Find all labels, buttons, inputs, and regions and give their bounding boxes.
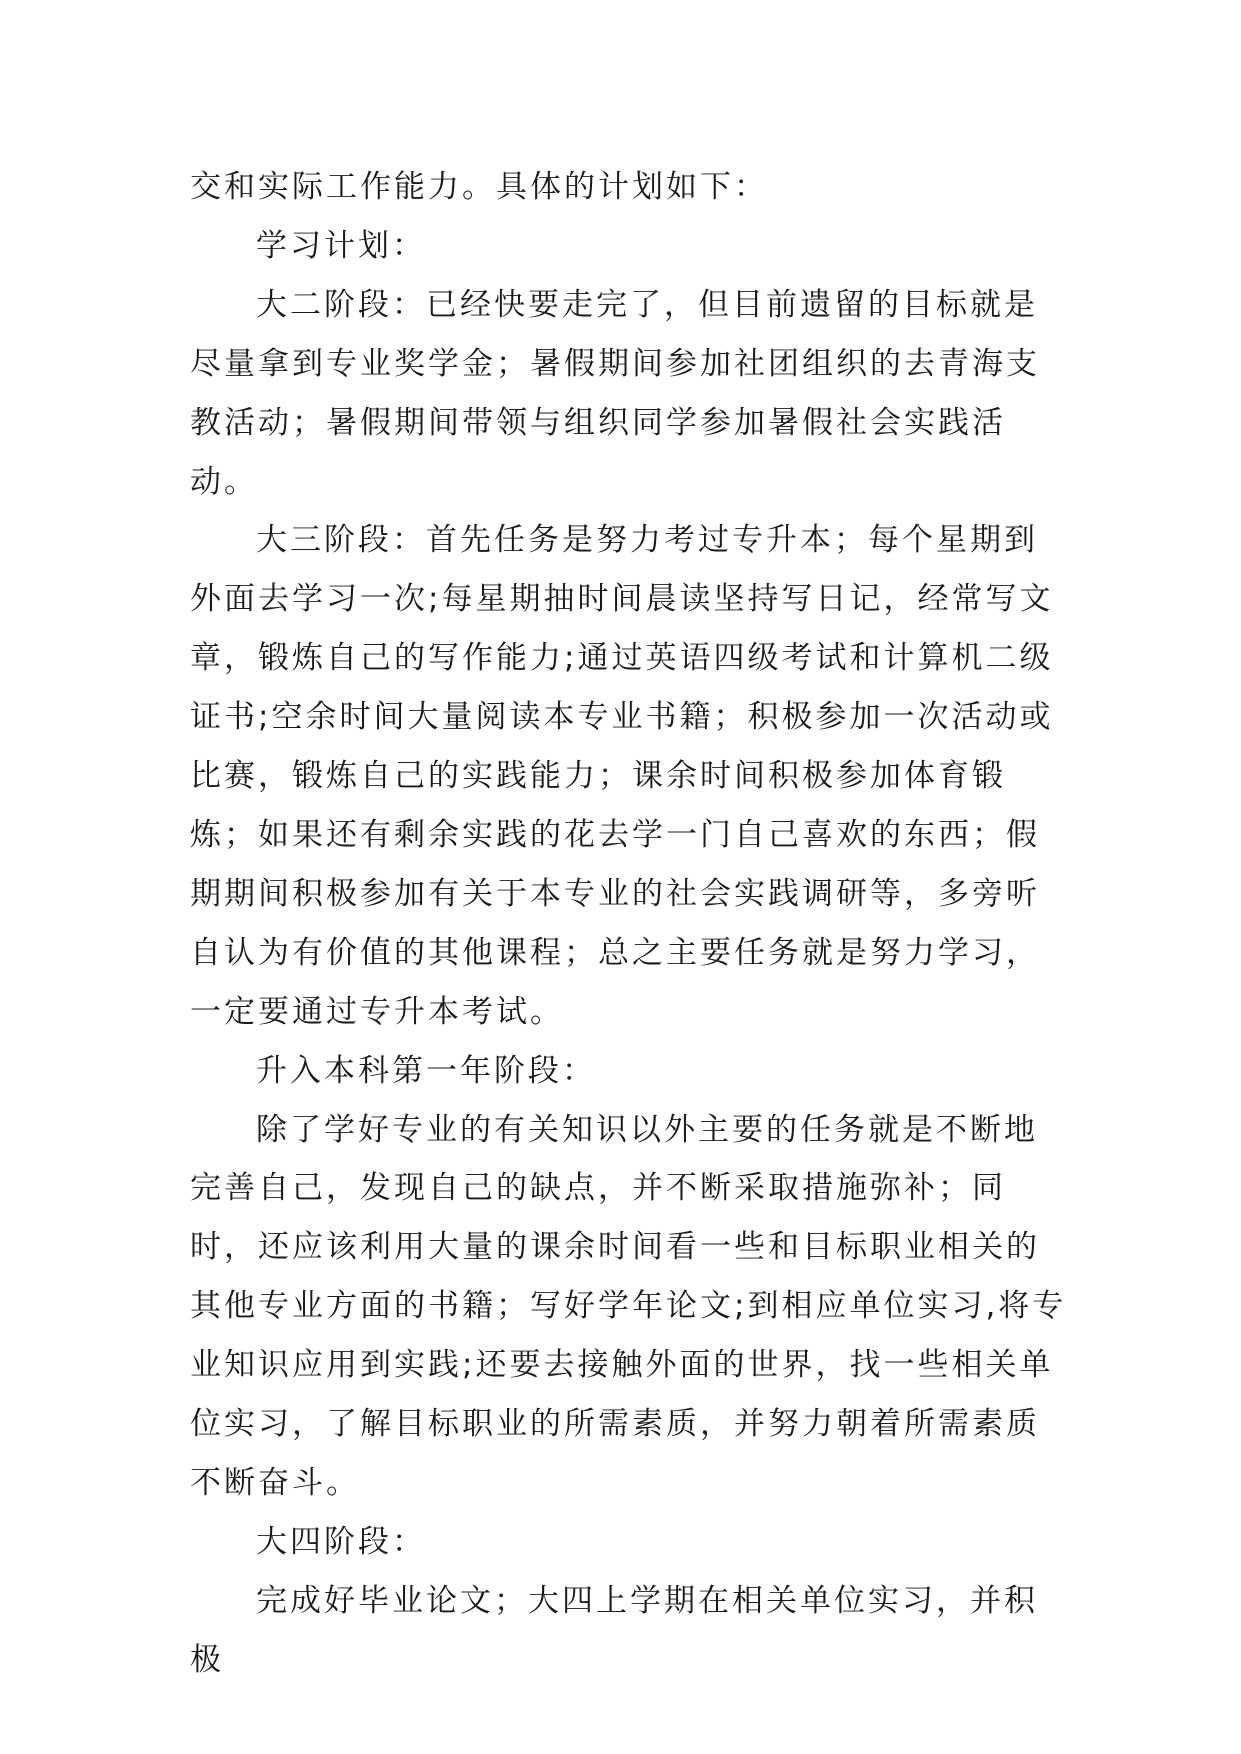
paragraph-junior-stage: 大三阶段：首先任务是努力考过专升本；每个星期到外面去学习一次;每星期抽时间晨读坚持写日记，经常写文章，锻炼自己的写作能力;通过英语四级考试和计算机二级证书;空余时间大量阅读本专业书籍；积极参加一次活动或比赛，锻炼自己的实践能力；课余时间积极参加体育锻炼；如果还有剩余实践的花去学一门自己喜欢的东西；假期期间积极参加有关于本专业的社会实践调研等，多旁听自认为有价值的其他课程；总之主要任务就是努力学习，一定要通过专升本考试。 bbox=[190, 522, 1054, 1030]
paragraph-undergrad-first-year: 除了学好专业的有关知识以外主要的任务就是不断地完善自己，发现自己的缺点，并不断采取措施弥补；同时，还应该利用大量的课余时间看一些和目标职业相关的其他专业方面的书籍；写好学年论文;到相应单位实习,将专业知识应用到实践;还要去接触外面的世界，找一些相关单位实习，了解目标职业的所需素质，并努力朝着所需素质不断奋斗。 bbox=[190, 1111, 1067, 1501]
paragraph-senior-stage: 完成好毕业论文；大四上学期在相关单位实习，并积极 bbox=[190, 1582, 1038, 1678]
paragraph-continuation: 交和实际工作能力。具体的计划如下： bbox=[190, 169, 768, 205]
paragraph-sophomore-stage: 大二阶段：已经快要走完了，但目前遗留的目标就是尽量拿到专业奖学金；暑假期间参加社团组织的去青海支教活动；暑假期间带领与组织同学参加暑假社会实践活动。 bbox=[190, 286, 1040, 500]
document-body bbox=[190, 158, 1070, 1690]
paragraph-senior-stage-heading: 大四阶段： bbox=[256, 1523, 426, 1560]
paragraph-study-plan-heading: 学习计划： bbox=[256, 227, 426, 264]
paragraph-undergrad-first-year-heading: 升入本科第一年阶段： bbox=[256, 1052, 596, 1089]
